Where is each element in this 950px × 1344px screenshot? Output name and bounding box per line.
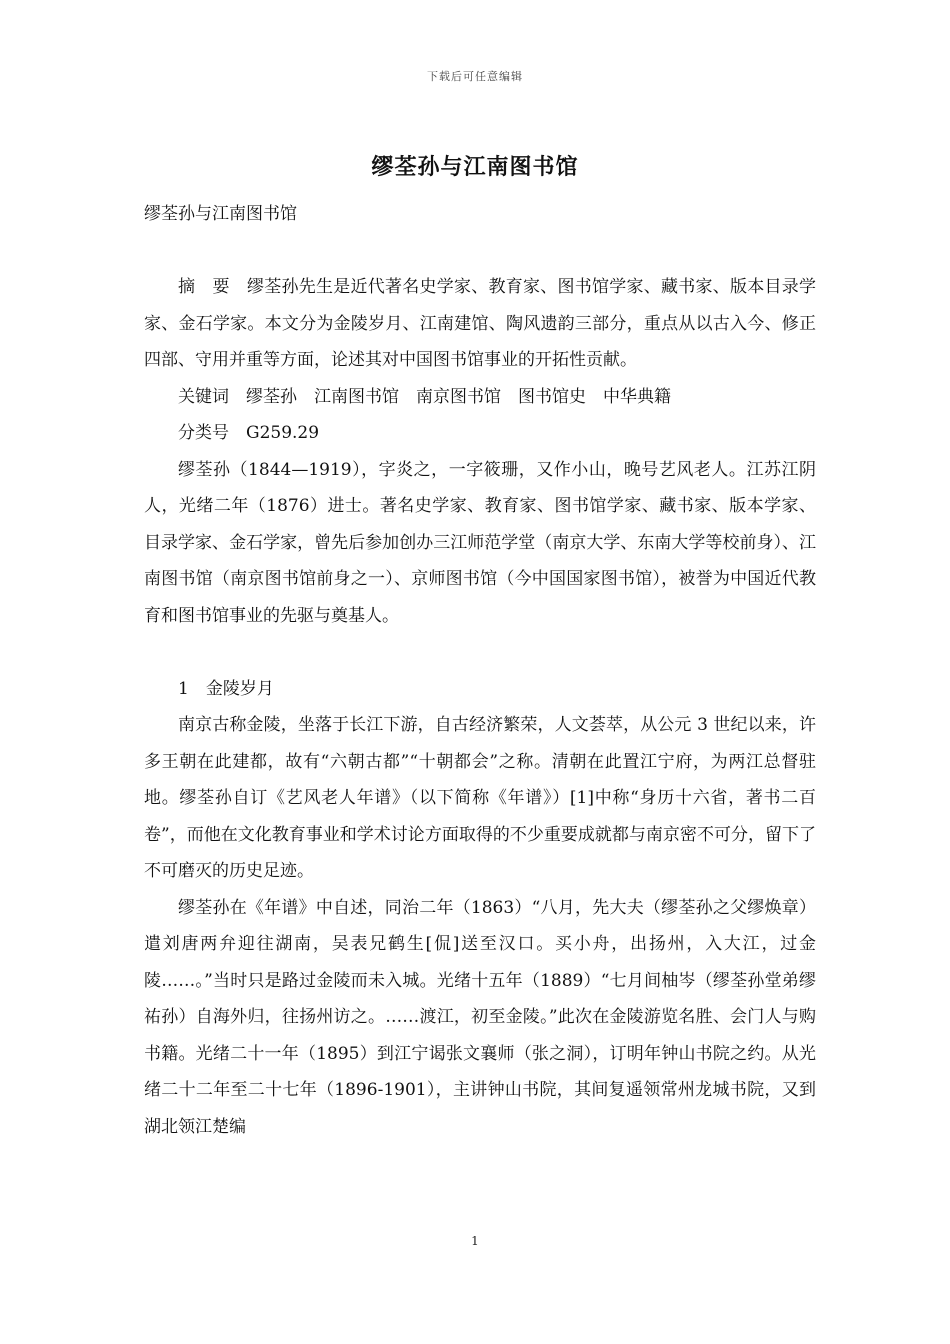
page-header: 下载后可任意编辑	[427, 70, 523, 83]
intro-paragraph: 缪荃孙（1844—1919），字炎之，一字筱珊，又作小山，晚号艺风老人。江苏江阴人，光绪二年（1876）进士。著名史学家、教育家、图书馆学家、藏书家、版本学家、目录学家、金石学家，曾先后参加创办三江师范学堂（南京大学、东南大学等校前身）、江南图书馆（南京图书馆前身之一）、京师图书馆（今中国国家图书馆），被誉为中国近代教育和图书馆事业的先驱与奠基人。	[144, 459, 816, 626]
document-body	[144, 196, 816, 1145]
blank-line	[144, 233, 816, 270]
page-number: 1	[471, 1234, 479, 1248]
body-paragraph: 南京古称金陵，坐落于长江下游，自古经济繁荣，人文荟萃，从公元 3 世纪以来，许多王朝在此建都，故有“六朝古都”“十朝都会”之称。清朝在此置江宁府，为两江总督驻地。缪荃孙自订《艺风老人年谱》（以下简称《年谱》）[1]中称“身历十六省，著书二百卷”，而他在文化教育事业和学术讨论方面取得的不少重要成就都与南京密不可分，留下了不可磨灭的历史足迹。	[144, 715, 816, 881]
document-subtitle: 缪荃孙与江南图书馆	[144, 204, 297, 224]
body-paragraph: 缪荃孙在《年谱》中自述，同治二年（1863）“八月，先大夫（缪荃孙之父缪焕章）遣刘唐两弁迎往湖南，吴表兄鹤生[侃]送至汉口。买小舟，出扬州，入大江，过金陵……。”当时只是路过金陵而未入城。光绪十五年（1889）“七月间柚岑（缪荃孙堂弟缪祐孙）自海外归，往扬州访之。……渡江，初至金陵。”此次在金陵游览名胜、会门人与购书籍。光绪二十一年（1895）到江宁谒张文襄师（张之洞），订明年钟山书院之约。从光绪二十二年至二十七年（1896-1901），主讲钟山书院，其间复遥领常州龙城书院，又到湖北领江楚编	[144, 897, 816, 1137]
document-title: 缪荃孙与江南图书馆	[371, 154, 579, 180]
classification-line: 分类号 G259.29	[178, 423, 320, 443]
blank-line	[144, 634, 816, 671]
abstract-paragraph: 摘 要 缪荃孙先生是近代著名史学家、教育家、图书馆学家、藏书家、版本目录学家、金石学家。本文分为金陵岁月、江南建馆、陶风遗韵三部分，重点从以古入今、修正四部、守用并重等方面，论述其对中国图书馆事业的开拓性贡献。	[144, 277, 816, 370]
section-heading: 1 金陵岁月	[178, 678, 274, 699]
keywords-line: 关键词 缪荃孙 江南图书馆 南京图书馆 图书馆史 中华典籍	[178, 386, 671, 407]
